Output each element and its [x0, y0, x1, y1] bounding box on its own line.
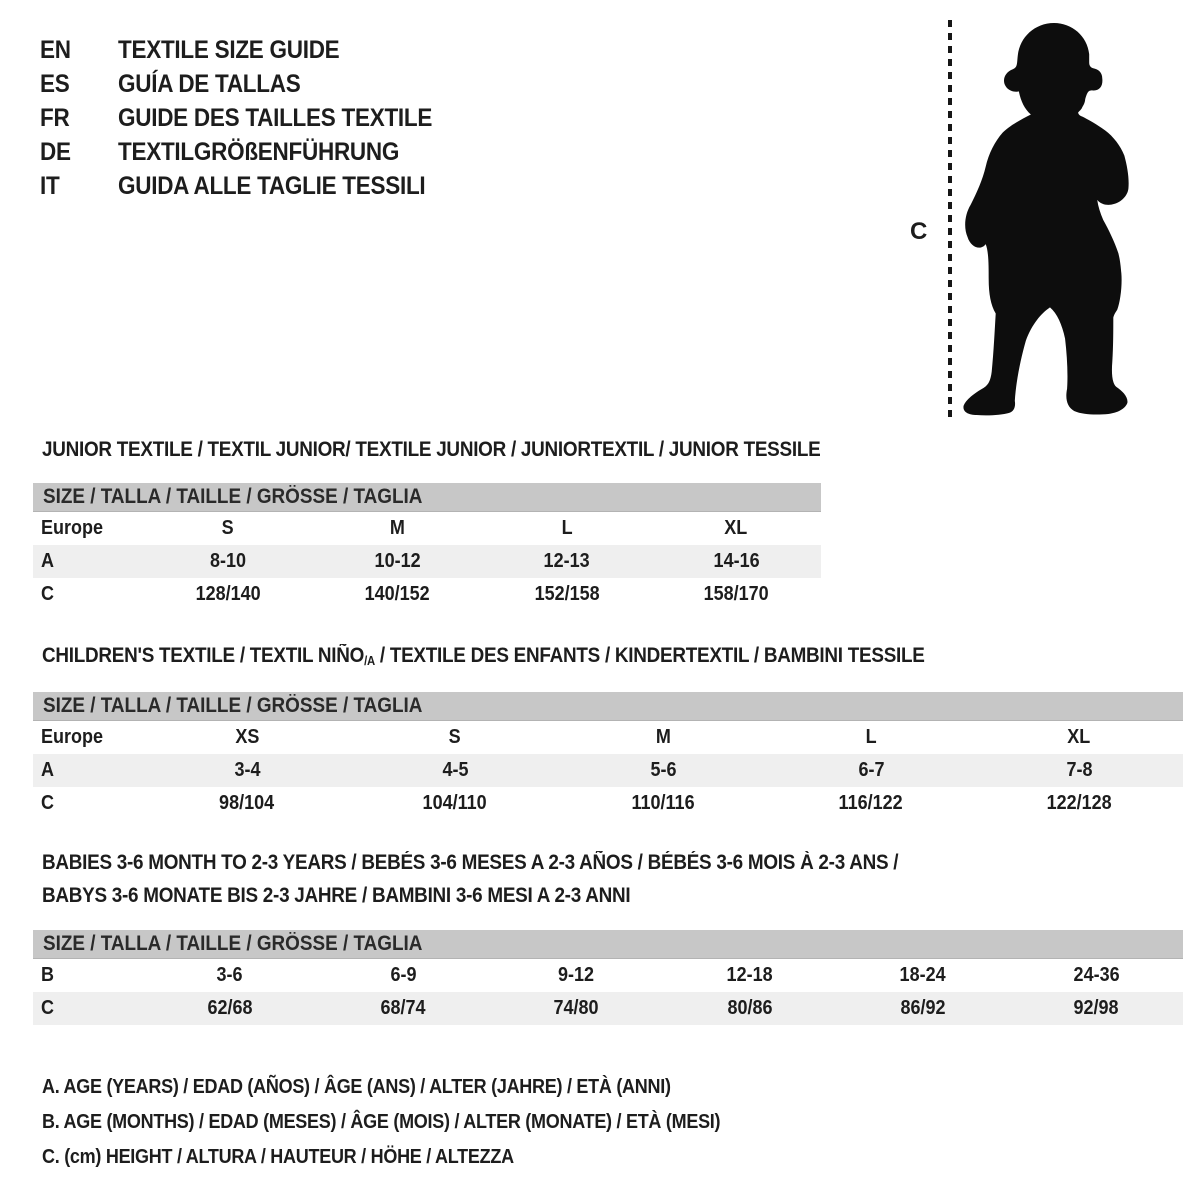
table-cell: 128/140 [143, 578, 313, 611]
height-measure-dashed-line [948, 20, 952, 418]
table-row [33, 545, 821, 578]
table-header-row [33, 483, 821, 512]
language-code: ES [40, 69, 70, 98]
legend-line-b: B. AGE (MONTHS) / EDAD (MESES) / ÂGE (MOIS) / ALTER (MONATE) / ETÀ (MESI) [42, 1111, 721, 1133]
row-label: A [33, 754, 143, 787]
table-cell: 6-7 [767, 754, 975, 787]
size-header-cell: SIZE / TALLA / TAILLE / GRÖSSE / TAGLIA [33, 483, 821, 512]
table-row [33, 959, 1183, 993]
table-cell: 104/110 [351, 787, 559, 820]
table-cell: 3-6 [143, 959, 316, 993]
language-code: EN [40, 35, 71, 64]
table-cell: XS [143, 721, 351, 755]
junior-size-table [33, 483, 821, 611]
guide-title: TEXTILE SIZE GUIDE [118, 35, 340, 64]
language-row-fr [40, 101, 467, 135]
table-cell: S [143, 512, 313, 546]
guide-title: GUIDE DES TAILLES TEXTILE [118, 103, 433, 132]
measurement-legend [42, 1070, 796, 1175]
language-row-it [40, 169, 467, 203]
language-row-de [40, 135, 467, 169]
table-cell: 24-36 [1010, 959, 1183, 993]
table-cell: 5-6 [559, 754, 767, 787]
table-row [33, 754, 1183, 787]
guide-title: GUÍA DE TALLAS [118, 69, 301, 98]
table-cell: S [351, 721, 559, 755]
table-cell: M [313, 512, 483, 546]
babies-size-table [33, 930, 1183, 1025]
row-label: C [33, 578, 143, 611]
table-cell: 8-10 [143, 545, 313, 578]
nino-a-subscript: /A [364, 653, 375, 668]
row-label: B [33, 959, 143, 993]
height-measure-label: C [910, 218, 928, 245]
table-cell: 74/80 [490, 992, 663, 1025]
legend-line-c: C. (cm) HEIGHT / ALTURA / HAUTEUR / HÖHE / ALTEZZA [42, 1146, 514, 1168]
table-cell: 12-13 [482, 545, 652, 578]
table-cell: M [559, 721, 767, 755]
row-label: C [33, 787, 143, 820]
table-cell: XL [652, 512, 822, 546]
language-code: DE [40, 137, 71, 166]
language-code: FR [40, 103, 70, 132]
table-cell: 152/158 [482, 578, 652, 611]
table-cell: L [767, 721, 975, 755]
table-cell: 12-18 [663, 959, 836, 993]
babies-section-heading-line1: BABIES 3-6 MONTH TO 2-3 YEARS / BEBÉS 3-6 MESES A 2-3 AÑOS / BÉBÉS 3-6 MOIS À 2-3 ANS / [42, 851, 899, 874]
table-cell: 9-12 [490, 959, 663, 993]
legend-line-a: A. AGE (YEARS) / EDAD (AÑOS) / ÂGE (ANS) / ALTER (JAHRE) / ETÀ (ANNI) [42, 1076, 671, 1098]
table-cell: 7-8 [975, 754, 1183, 787]
table-row [33, 578, 821, 611]
table-row [33, 512, 821, 546]
language-row-en [40, 33, 467, 67]
table-cell: L [482, 512, 652, 546]
guide-title: TEXTILGRÖßENFÜHRUNG [118, 137, 400, 166]
language-title-list [40, 33, 467, 203]
table-cell: 86/92 [836, 992, 1009, 1025]
toddler-silhouette [960, 20, 1144, 422]
language-code: IT [40, 171, 60, 200]
table-row [33, 787, 1183, 820]
table-cell: 110/116 [559, 787, 767, 820]
size-header-cell: SIZE / TALLA / TAILLE / GRÖSSE / TAGLIA [33, 692, 1183, 721]
table-cell: 68/74 [316, 992, 489, 1025]
table-cell: 80/86 [663, 992, 836, 1025]
table-row [33, 992, 1183, 1025]
children-section-heading: CHILDREN'S TEXTILE / TEXTIL NIÑO/A / TEXTILE DES ENFANTS / KINDERTEXTIL / BAMBINI TESSILE [42, 644, 925, 668]
table-cell: 6-9 [316, 959, 489, 993]
guide-title: GUIDA ALLE TAGLIE TESSILI [118, 171, 426, 200]
language-row-es [40, 67, 467, 101]
table-row [33, 721, 1183, 755]
table-cell: 10-12 [313, 545, 483, 578]
row-label: Europe [33, 721, 143, 755]
table-cell: 3-4 [143, 754, 351, 787]
table-cell: 116/122 [767, 787, 975, 820]
table-cell: 158/170 [652, 578, 822, 611]
size-header-cell: SIZE / TALLA / TAILLE / GRÖSSE / TAGLIA [33, 930, 1183, 959]
table-cell: 98/104 [143, 787, 351, 820]
row-label: Europe [33, 512, 143, 546]
table-cell: 62/68 [143, 992, 316, 1025]
table-cell: 14-16 [652, 545, 822, 578]
children-size-table [33, 692, 1183, 820]
babies-section-heading-line2: BABYS 3-6 MONATE BIS 2-3 JAHRE / BAMBINI 3-6 MESI A 2-3 ANNI [42, 884, 631, 907]
table-cell: 140/152 [313, 578, 483, 611]
table-cell: 18-24 [836, 959, 1009, 993]
table-cell: 4-5 [351, 754, 559, 787]
table-header-row [33, 930, 1183, 959]
table-cell: 92/98 [1010, 992, 1183, 1025]
junior-section-heading: JUNIOR TEXTILE / TEXTIL JUNIOR/ TEXTILE JUNIOR / JUNIORTEXTIL / JUNIOR TESSILE [42, 438, 821, 461]
table-cell: 122/128 [975, 787, 1183, 820]
table-header-row [33, 692, 1183, 721]
row-label: C [33, 992, 143, 1025]
row-label: A [33, 545, 143, 578]
table-cell: XL [975, 721, 1183, 755]
